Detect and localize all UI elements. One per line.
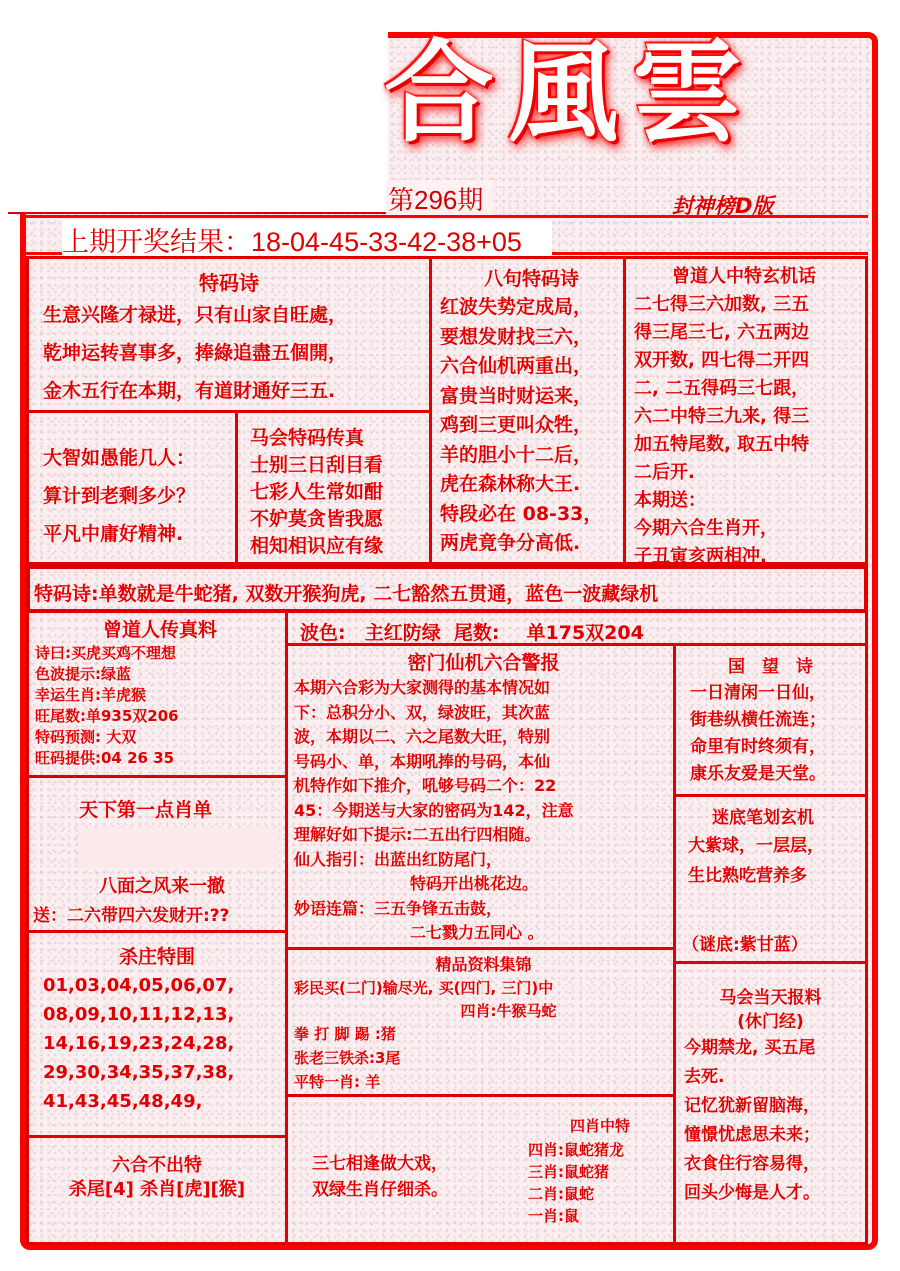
- mahui-today-line: 去死.: [684, 1067, 725, 1087]
- zeng-xuanji-line: 今期六合生肖开，: [634, 518, 778, 539]
- secret-alert-line: 下：总积分小、双，绿波旺，其次蓝: [294, 702, 551, 722]
- banner-text: 特码诗:单数就是牛蛇猪, 双数开猴狗虎, 二七豁然五贯通，蓝色一波藏绿机: [34, 583, 659, 605]
- zeng-fax-box: [26, 610, 288, 778]
- secret-alert-line: 理解好如下提示:二五出行四相随。: [294, 825, 541, 844]
- riddle-answer: （谜底:紫甘蓝）: [682, 935, 808, 955]
- zeng-xuanji-line: 二, 二五得码三七跟，: [634, 378, 810, 399]
- mahui-fax-line: 不妒莫贪皆我愿: [250, 508, 384, 530]
- eight-line-poem-line: 虎在森林称大王.: [440, 473, 581, 495]
- eight-line-poem-line: 两虎竟争分高低.: [440, 532, 581, 554]
- riddle-line: 大紫球，一层层，: [688, 836, 824, 856]
- page-title: 合風雲: [384, 28, 756, 157]
- poem-tema-line: 金木五行在本期，有道財通好三五.: [43, 380, 336, 402]
- kill-special-box: [26, 930, 288, 1138]
- zeng-fax-line: 幸运生肖:羊虎猴: [35, 686, 146, 704]
- eight-line-poem-title: 八句特码诗: [483, 268, 579, 290]
- premium-line: 彩民买(二门)输尽光, 买(四门, 三门)中: [294, 979, 554, 997]
- four-zodiac-line: 三肖:鼠蛇猪: [528, 1163, 609, 1181]
- premium-title: 精品资料集锦: [435, 955, 532, 974]
- poem-tema-line: 乾坤运转喜事多，捧綠追盡五個開，: [43, 342, 348, 364]
- issue-number: 第296期: [386, 180, 493, 217]
- verse-label: 妙语连篇：: [294, 898, 375, 918]
- secret-alert-box: [285, 643, 676, 950]
- verse-line: 二七戮力五同心 。: [410, 923, 544, 942]
- edition-label: 封神榜D版: [672, 194, 774, 218]
- four-zodiac-line: 四肖:鼠蛇猪龙: [528, 1141, 624, 1159]
- guowang-poem-line: 街巷纵横任流连；: [690, 710, 826, 730]
- eight-line-poem-line: 富贵当时财运来，: [440, 384, 593, 407]
- zeng-fax-line: 特码预测: 大双: [35, 728, 137, 746]
- secret-alert-line: 45：今期送与大家的密码为142，注意: [294, 800, 574, 820]
- kill-special-title: 杀庄特围: [118, 946, 195, 968]
- first-zodiac-line: 八面之风来一撤: [99, 876, 225, 897]
- guide-label: 仙人指引：: [294, 849, 375, 869]
- verse-line: 三五争锋五击鼓，: [374, 898, 503, 918]
- eight-line-poem-line: 红波失势定成局，: [440, 296, 593, 318]
- zeng-xuanji-line: 加五特尾数, 取五中特: [634, 434, 810, 455]
- poem-tema-title: 特码诗: [199, 271, 259, 295]
- wisdom-line: 算计到老剩多少？: [43, 485, 196, 507]
- first-zodiac-box: [26, 775, 288, 933]
- wisdom-line: 大智如愚能几人：: [43, 447, 196, 469]
- zeng-fax-line: 色波提示:绿蓝: [35, 665, 131, 683]
- secret-alert-line: 本期六合彩为大家测得的基本情况如: [294, 678, 551, 697]
- premium-box: [285, 947, 676, 1097]
- guide-line: 出蓝出红防尾门，: [374, 849, 503, 869]
- wisdom-box: [26, 410, 238, 565]
- kill-special-numbers: 41,43,45,48,49,: [43, 1091, 203, 1112]
- tail-label: 尾数:: [453, 622, 500, 644]
- poem-tema-line: 生意兴隆才禄进，只有山家自旺處，: [43, 304, 348, 326]
- kill-special-numbers: 08,09,10,11,12,13,: [43, 1004, 235, 1025]
- mahui-today-line: 记忆犹新留脑海，: [684, 1096, 820, 1116]
- mahui-fax-line: 士别三日刮目看: [250, 454, 384, 476]
- zeng-fax-line: 诗曰:买虎买鸡不理想: [35, 644, 176, 662]
- mahui-today-line: 憧憬忧虑思未来；: [684, 1125, 820, 1145]
- zeng-xuanji-title: 曾道人中特玄机话: [672, 266, 816, 287]
- zeng-xuanji-line: 六二中特三九来, 得三: [634, 406, 810, 427]
- zeng-fax-line: 旺码提供:04 26 35: [35, 749, 175, 767]
- kill-special-numbers: 29,30,34,35,37,38,: [43, 1062, 235, 1083]
- eight-line-poem-line: 六合仙机两重出，: [440, 355, 593, 377]
- poem-tema-box: [26, 256, 432, 413]
- four-zodiac-line: 二肖:鼠蛇: [528, 1185, 594, 1203]
- wave-value: 主红防绿: [364, 622, 441, 644]
- tail-value: 单175双204: [526, 622, 644, 644]
- zeng-xuanji-line: 双开数, 四七得二开四: [634, 350, 810, 371]
- eight-line-poem-line: 羊的胆小十二后，: [440, 443, 593, 466]
- riddle-box: [673, 794, 868, 964]
- zeng-xuanji-line: 二后开.: [634, 462, 695, 483]
- last-result-label: 上期开奖结果：: [62, 227, 251, 257]
- mahui-today-line: 衣食住行容易得，: [684, 1154, 820, 1174]
- premium-item: 拳 打 脚 踢 :猪: [294, 1025, 396, 1043]
- mahui-fax-line: 相知相识应有缘: [250, 535, 384, 557]
- mahui-today-line: 回头少悔是人才。: [684, 1183, 820, 1203]
- guowang-poem-box: [673, 643, 868, 797]
- mahui-today-title: 马会当天报料: [719, 988, 822, 1008]
- four-zodiac-line: 一肖:鼠: [528, 1207, 579, 1225]
- mahui-fax-box: [235, 410, 432, 565]
- zeng-xuanji-line: 得三尾三七, 六五两边: [634, 322, 810, 343]
- sanqi-box: [285, 1094, 676, 1245]
- no-special-title: 六合不出特: [112, 1155, 202, 1176]
- kill-special-numbers: 14,16,19,23,24,28,: [43, 1033, 235, 1054]
- guowang-poem-line: 康乐友爱是天堂。: [690, 764, 826, 784]
- wave-label: 波色:: [300, 622, 346, 644]
- mahui-fax-title: 马会特码传真: [250, 427, 365, 449]
- secret-alert-line: 波，本期以二、六之尾数大旺，特别: [294, 727, 551, 746]
- premium-item: 张老三铁杀:3尾: [294, 1049, 401, 1067]
- mahui-today-box: [673, 961, 868, 1245]
- mahui-today-subtitle: (休门经): [737, 1012, 804, 1032]
- secret-alert-title: 密门仙机六合警报: [407, 652, 560, 674]
- mahui-fax-line: 七彩人生常如酣: [250, 481, 384, 503]
- last-result-bar: [26, 215, 868, 255]
- guowang-poem-line: 一日清闲一日仙，: [690, 683, 826, 703]
- blank-panel: [79, 828, 279, 868]
- guowang-poem-line: 命里有时终须有，: [690, 737, 826, 757]
- no-special-line: 杀尾[4] 杀肖[虎][猴]: [68, 1179, 246, 1200]
- no-special-box: [26, 1135, 288, 1245]
- four-zodiac-title: 四肖中特: [570, 1117, 631, 1135]
- first-zodiac-line: 送：二六带四六发财开:??: [33, 906, 230, 926]
- zeng-fax-title: 曾道人传真料: [102, 619, 217, 641]
- mahui-today-line: 今期禁龙, 买五尾: [684, 1038, 816, 1058]
- masthead-divider: [8, 212, 388, 214]
- banner-box: [26, 565, 868, 613]
- zeng-xuanji-line: 本期送：: [634, 490, 706, 511]
- zeng-xuanji-box: [623, 256, 868, 565]
- eight-line-poem-box: [429, 256, 626, 565]
- premium-item: 平特一肖: 羊: [294, 1073, 381, 1091]
- eight-line-poem-line: 要想发财找三六，: [440, 325, 593, 348]
- zeng-fax-line: 旺尾数:单935双206: [35, 707, 179, 725]
- first-zodiac-title: 天下第一点肖单: [79, 799, 213, 821]
- premium-line: 四肖:牛猴马蛇: [460, 1002, 557, 1020]
- zeng-xuanji-line: 子丑寅亥两相冲.: [634, 546, 767, 567]
- wave-bar: [285, 610, 868, 646]
- secret-alert-line: 号码小、单，本期吼捧的号码，本仙: [294, 751, 551, 771]
- wisdom-line: 平凡中庸好精神.: [43, 523, 184, 545]
- sanqi-line: 三七相逢做大戏，: [312, 1154, 448, 1174]
- riddle-line: 生比熟吃营养多: [688, 866, 807, 886]
- last-result: [62, 220, 552, 259]
- eight-line-poem-line: 特段必在 08-33，: [440, 502, 603, 525]
- guowang-poem-title: 国 望 诗: [728, 657, 813, 677]
- kill-special-numbers: 01,03,04,05,06,07,: [43, 975, 235, 996]
- sanqi-line: 双绿生肖仔细杀。: [312, 1180, 448, 1200]
- guide-line: 特码开出桃花边。: [410, 874, 539, 893]
- riddle-title: 迷底笔划玄机: [712, 808, 814, 828]
- last-result-value: 18-04-45-33-42-38+05: [251, 227, 522, 257]
- secret-alert-line: 机特作如下推介，吼够号码二个：22: [294, 776, 557, 795]
- masthead-blank-area: [0, 0, 388, 212]
- zeng-xuanji-line: 二七得三六加数, 三五: [634, 294, 810, 315]
- eight-line-poem-line: 鸡到三更叫众牲，: [440, 414, 593, 436]
